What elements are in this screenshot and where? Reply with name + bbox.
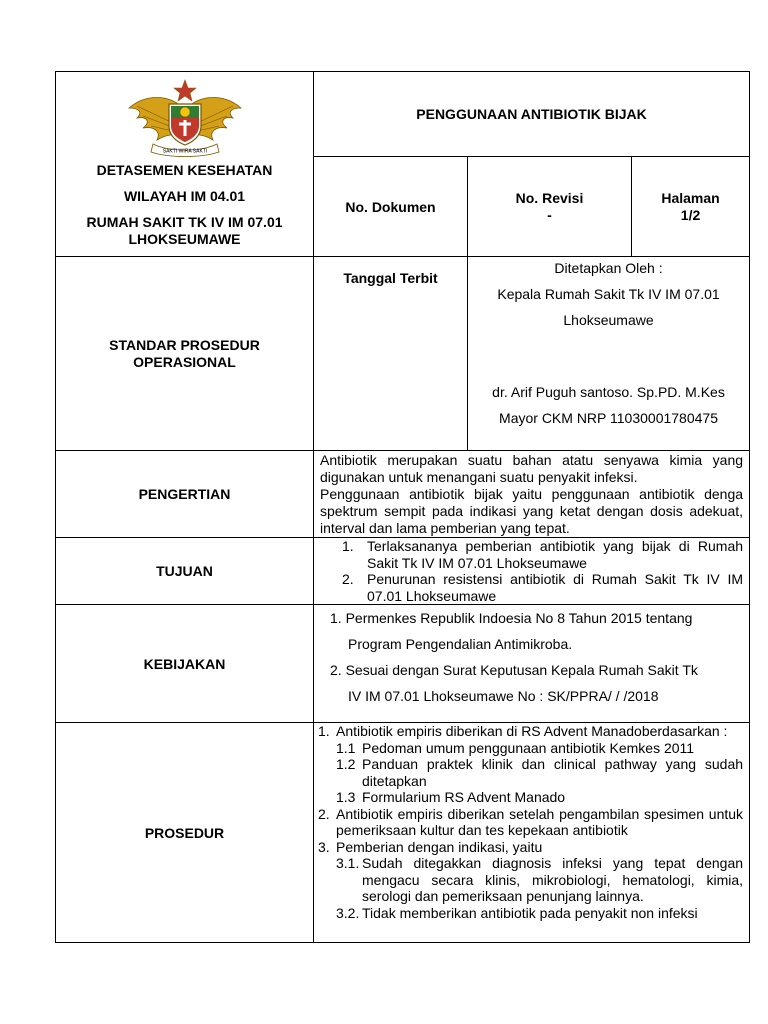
kebijakan-label-cell — [56, 605, 314, 723]
tujuan-item-2: 2. Penurunan resistensi antibiotik di Rumah Sakit Tk IV IM 07.01 Lhokseumawe — [342, 571, 744, 604]
kesdam-emblem-icon — [125, 78, 245, 158]
kebijakan-item-2-line-1: 2. Sesuai dengan Surat Keputusan Kepala Rumah Sakit Tk — [330, 662, 698, 678]
sop-label: STANDAR PROSEDUR OPERASIONAL — [109, 336, 260, 370]
prosedur-item-2: 2. Antibiotik empiris diberikan setelah pengambilan spesimen untuk pemeriksaan kultur dan tes kepekaan antibiotik — [318, 805, 744, 838]
document-title-cell — [314, 72, 750, 157]
document-title: PENGGUNAAN ANTIBIOTIK BIJAK — [416, 106, 647, 122]
halaman-cell — [632, 157, 750, 257]
kebijakan-label: KEBIJAKAN — [143, 655, 226, 672]
prosedur-item-3: 3. Pemberian dengan indikasi, yaitu — [318, 838, 543, 855]
no-revisi-label: No. Revisi — [515, 189, 584, 206]
sop-table — [55, 71, 750, 943]
org-line-4: LHOKSEUMAWE — [128, 231, 241, 247]
tanggal-terbit-cell — [314, 257, 468, 451]
signatory-name: dr. Arif Puguh santoso. Sp.PD. M.Kes — [492, 384, 725, 400]
ditetapkan-line-2: Kepala Rumah Sakit Tk IV IM 07.01 — [497, 286, 720, 302]
halaman-label: Halaman — [661, 189, 720, 206]
signatory-rank: Mayor CKM NRP 11030001780475 — [499, 410, 718, 426]
tujuan-label-cell — [56, 538, 314, 605]
no-revisi-value: - — [547, 206, 552, 223]
pengertian-paragraph-2: Penggunaan antibiotik bijak yaitu penggunaan antibiotik denga spektrum sempit pada indikasi yang ketat dengan dosis adekuat, interval dan lama pemberian yang tepat. — [320, 486, 744, 536]
ditetapkan-cell — [468, 257, 750, 451]
tujuan-content-cell — [314, 538, 750, 605]
hospital-logo — [56, 72, 313, 158]
tujuan-label: TUJUAN — [156, 563, 213, 579]
kebijakan-item-1-line-1: 1. Permenkes Republik Indoesia No 8 Tahun 2015 tentang — [330, 610, 693, 626]
no-dokumen-cell — [314, 157, 468, 257]
no-revisi-cell — [468, 157, 632, 257]
sop-label-cell — [56, 257, 314, 451]
no-dokumen-label: No. Dokumen — [345, 198, 436, 215]
pengertian-paragraph-1: Antibiotik merupakan suatu bahan atatu senyawa kimia yang digunakan untuk menangani suatu penyakit infeksi. — [320, 452, 744, 485]
prosedur-sub-1-3: 1.3 Formularium RS Advent Manado — [336, 789, 566, 805]
prosedur-content-cell — [314, 723, 750, 943]
prosedur-label-cell — [56, 723, 314, 943]
hospital-header-cell — [56, 72, 314, 257]
tanggal-terbit-label: Tanggal Terbit — [343, 270, 438, 286]
logo-motto: SAKTI WIRA SAKTI — [162, 148, 207, 155]
org-line-3: RUMAH SAKIT TK IV IM 07.01 — [86, 214, 283, 230]
kebijakan-content-cell — [314, 605, 750, 723]
sop-document — [55, 71, 749, 943]
kebijakan-item-1-line-2: Program Pengendalian Antimikroba. — [348, 636, 573, 652]
kebijakan-item-2-line-2: IV IM 07.01 Lhokseumawe No : SK/PPRA/ / /2018 — [348, 688, 659, 704]
pengertian-label-cell — [56, 451, 314, 538]
pengertian-label: PENGERTIAN — [138, 486, 231, 502]
prosedur-sub-1-2: 1.2 Panduan praktek klinik dan clinical pathway yang sudah ditetapkan — [336, 756, 744, 789]
ditetapkan-line-3: Lhokseumawe — [563, 312, 654, 328]
prosedur-sub-3-2: 3.2. Tidak memberikan antibiotik pada penyakit non infeksi — [336, 904, 698, 921]
prosedur-sub-3-1: 3.1. Sudah ditegakkan diagnosis infeksi yang tepat dengan mengacu secara klinis, mikrobiologi, hematologi, kimia, serologi dan pemeriksaan penunjang lainnya. — [336, 855, 744, 904]
org-line-1: DETASEMEN KESEHATAN — [96, 162, 273, 178]
halaman-value: 1/2 — [680, 206, 701, 223]
prosedur-label: PROSEDUR — [144, 824, 225, 841]
tujuan-item-1: 1. Terlaksananya pemberian antibiotik yang bijak di Rumah Sakit Tk IV IM 07.01 Lhokseumawe — [342, 538, 744, 571]
prosedur-item-1: 1. Antibiotik empiris diberikan di RS Advent Manadoberdasarkan : — [318, 723, 728, 739]
org-line-2: WILAYAH IM 04.01 — [123, 188, 246, 204]
pengertian-content-cell — [314, 451, 750, 538]
prosedur-sub-1-1: 1.1 Pedoman umum penggunaan antibiotik Kemkes 2011 — [336, 739, 695, 756]
ditetapkan-line-1: Ditetapkan Oleh : — [554, 260, 663, 276]
